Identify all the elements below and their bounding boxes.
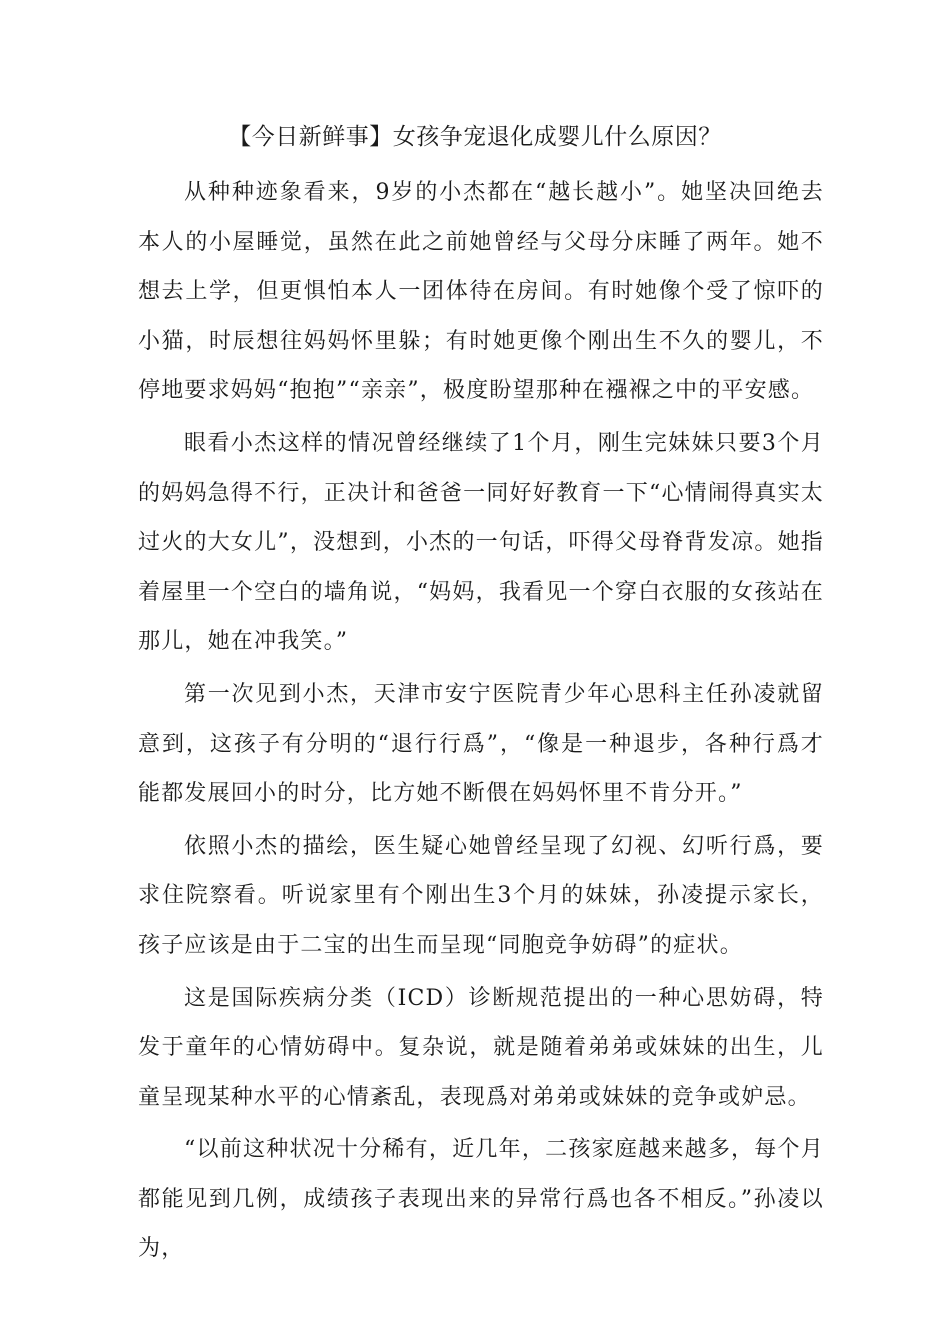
document-body (138, 168, 824, 1277)
paragraph: 依照小杰的描绘，医生疑心她曾经呈现了幻视、幻听行爲，要求住院察看。听说家里有个刚出生3个月的妹妹，孙凌提示家长，孩子应该是由于二宝的出生而呈现“同胞竞争妨碍”的症状。 (138, 833, 824, 958)
document-title: 【今日新鲜事】女孩争宠退化成婴儿什么原因？ (228, 124, 722, 150)
paragraph: 从种种迹象看来，9岁的小杰都在“越长越小”。她坚决回绝去本人的小屋睡觉，虽然在此之前她曾经与父母分床睡了两年。她不想去上学，但更惧怕本人一团体待在房间。有时她像个受了惊吓的小猫，时辰想往妈妈怀里躲；有时她更像个刚出生不久的婴儿，不停地要求妈妈“抱抱”“亲亲”，极度盼望那种在襁褓之中的平安感。 (138, 180, 824, 404)
paragraph: 第一次见到小杰，天津市安宁医院青少年心思科主任孙凌就留意到，这孩子有分明的“退行行爲”，“像是一种退步，各种行爲才能都发展回小的时分，比方她不断偎在妈妈怀里不肯分开。” (138, 681, 824, 807)
paragraph: “以前这种状况十分稀有，近几年，二孩家庭越来越多，每个月都能见到几例，成绩孩子表现出来的异常行爲也各不相反。”孙凌以为， (138, 1137, 824, 1262)
paragraph: 眼看小杰这样的情况曾经继续了1个月，刚生完妹妹只要3个月的妈妈急得不行，正决计和爸爸一同好好教育一下“心情闹得真实太过火的大女儿”，没想到，小杰的一句话，吓得父母脊背发凉。她指着屋里一个空白的墙角说，“妈妈，我看见一个穿白衣服的女孩站在那儿，她在冲我笑。” (138, 430, 824, 655)
paragraph: 这是国际疾病分类（ICD）诊断规范提出的一种心思妨碍，特发于童年的心情妨碍中。复杂说，就是随着弟弟或妹妹的出生，儿童呈现某种水平的心情紊乱，表现爲对弟弟或妹妹的竞争或妒忌。 (138, 985, 824, 1110)
